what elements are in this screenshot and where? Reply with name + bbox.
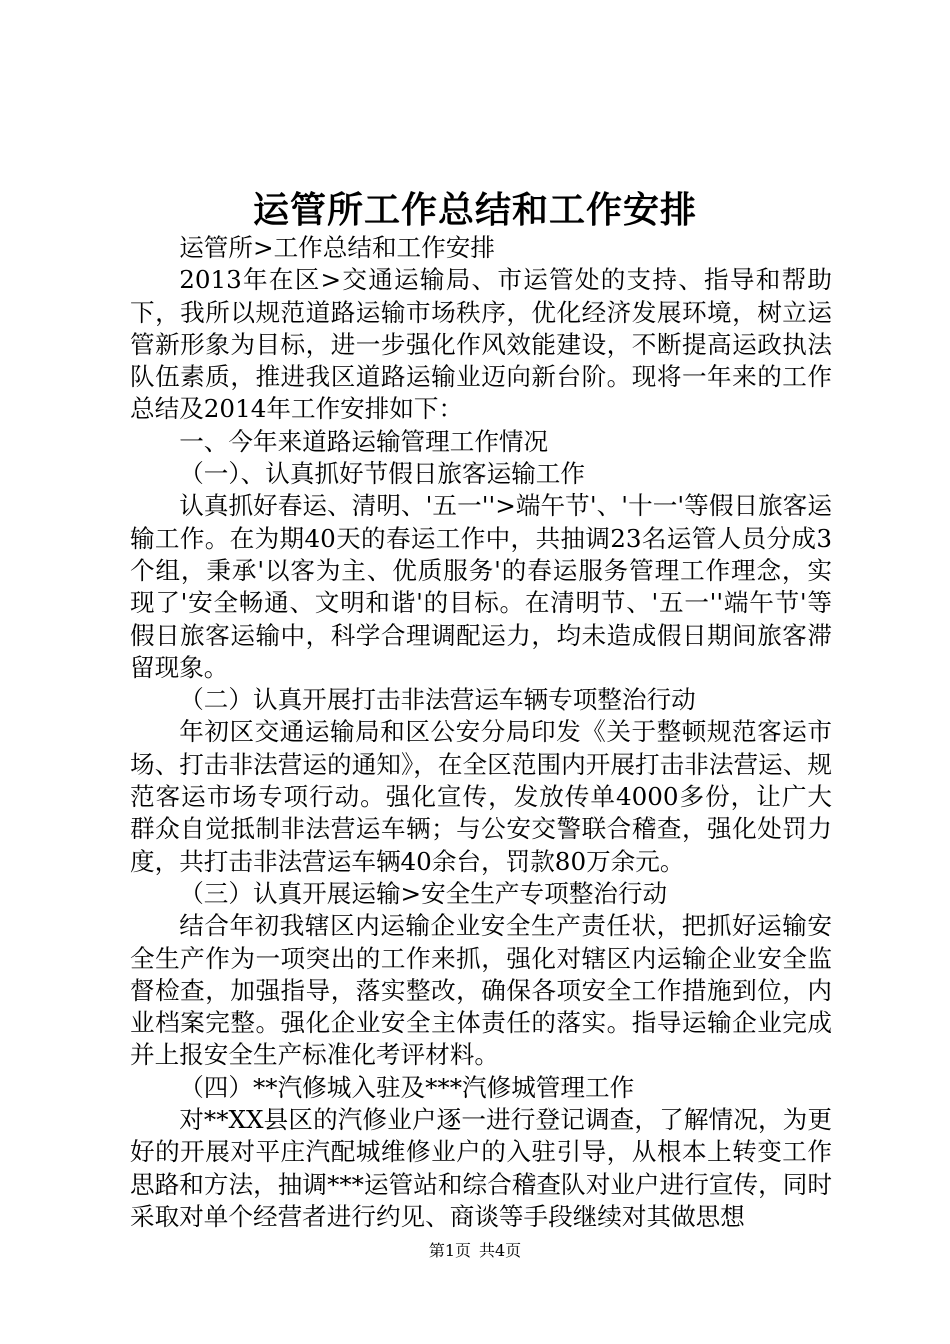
document-subtitle: 运管所>工作总结和工作安排 (179, 233, 495, 262)
subsection-heading-3: （三）认真开展运输>安全生产专项整治行动 (179, 878, 668, 908)
page-footer (0, 1240, 950, 1262)
intro-paragraph: 2013年在区>交通运输局、市运管处的支持、指导和帮助下，我所以规范道路运输市场秩序，优化经济发展环境，树立运管新形象为目标，进一步强化作风效能建设，不断提高运政执法队伍素质，推进我区道路运输业迈向新台阶。现将一年来的工作总结及2014年工作安排如下： (130, 265, 832, 424)
section-heading-1: 一、今年来道路运输管理工作情况 (179, 426, 549, 456)
subsection-heading-1: （一）、认真抓好节假日旅客运输工作 (179, 459, 585, 489)
subsection-paragraph-1: 认真抓好春运、清明、'五一''>端午节'、'十一'等假日旅客运输工作。在为期40天的春运工作中，共抽调23名运管人员分成3个组，秉承'以客为主、优质服务'的春运服务管理工作理念，实现了'安全畅通、文明和谐'的目标。在清明节、'五一''端午节'等假日旅客运输中，科学合理调配运力，均未造成假日期间旅客滞留现象。 (130, 491, 832, 682)
subsection-paragraph-3: 结合年初我辖区内运输企业安全生产责任状，把抓好运输安全生产作为一项突出的工作来抓，强化对辖区内运输企业安全监督检查，加强指导，落实整改，确保各项安全工作措施到位，内业档案完整。强化企业安全主体责任的落实。指导运输企业完成并上报安全生产标准化考评材料。 (130, 911, 832, 1070)
subsection-heading-2: （二）认真开展打击非法营运车辆专项整治行动 (179, 685, 696, 715)
subsection-paragraph-2: 年初区交通运输局和区公安分局印发《关于整顿规范客运市场、打击非法营运的通知》，在全区范围内开展打击非法营运、规范客运市场专项行动。强化宣传，发放传单4000多份，让广大群众自觉抵制非法营运车辆；与公安交警联合稽查，强化处罚力度，共打击非法营运车辆40余台，罚款80万余元。 (130, 717, 832, 876)
page-total: 共4页 (479, 1241, 522, 1260)
document-body (130, 232, 832, 1233)
subsection-paragraph-4: 对**XX县区的汽修业户逐一进行登记调查，了解情况，为更好的开展对平庄汽配城维修业户的入驻引导，从根本上转变工作思路和方法，抽调***运管站和综合稽查队对业户进行宣传，同时采取对单个经营者进行约见、商谈等手段继续对其做思想 (130, 1105, 832, 1231)
subsection-heading-4: （四）**汽修城入驻及***汽修城管理工作 (179, 1072, 635, 1102)
page-number: 第1页 (428, 1241, 471, 1260)
document-title: 运管所工作总结和工作安排 (252, 189, 697, 231)
